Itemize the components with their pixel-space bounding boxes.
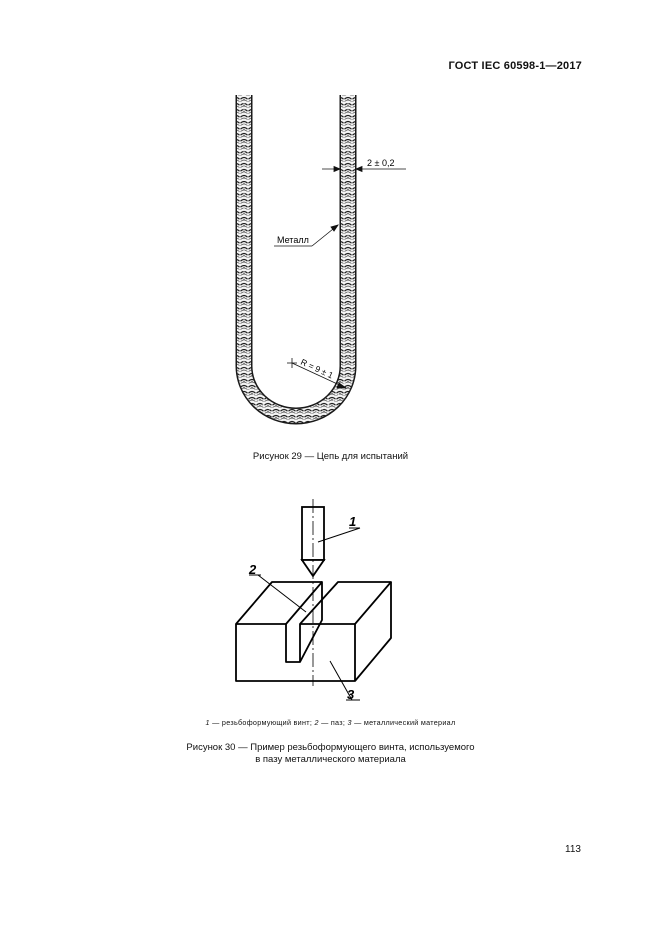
metal-block [236, 582, 391, 681]
material-label: Металл [277, 235, 309, 245]
legend-number-3: 3 [347, 718, 352, 727]
figure-30-caption [0, 742, 661, 766]
leader-line-2 [249, 575, 306, 612]
page-number: 113 [565, 844, 581, 855]
legend-number-2: 2 [314, 718, 319, 727]
figure-30-label-1: 1 [349, 514, 357, 529]
legend-text-2: — паз; [318, 718, 348, 727]
dimension-label: 2 ± 0,2 [367, 158, 395, 168]
figure-30-label-2: 2 [249, 562, 257, 577]
radius-label: R = 9 ± 1 [299, 356, 335, 381]
legend-text-3: — металлический материал [351, 718, 456, 727]
figure-30-label-3: 3 [347, 687, 355, 702]
legend-number-1: 1 [205, 718, 210, 727]
figure-30-caption-line-1: Рисунок 30 — Пример резьбоформующего винта, используемого [186, 742, 475, 753]
figure-29-caption: Рисунок 29 — Цепь для испытаний [252, 451, 409, 462]
legend-text-1: — резьбоформующий винт; [209, 718, 315, 727]
figure-30-caption-line-2: в пазу металлического материала [255, 754, 406, 765]
figure-30-legend [0, 718, 661, 727]
document-header: ГОСТ IEC 60598-1—2017 [448, 60, 582, 72]
